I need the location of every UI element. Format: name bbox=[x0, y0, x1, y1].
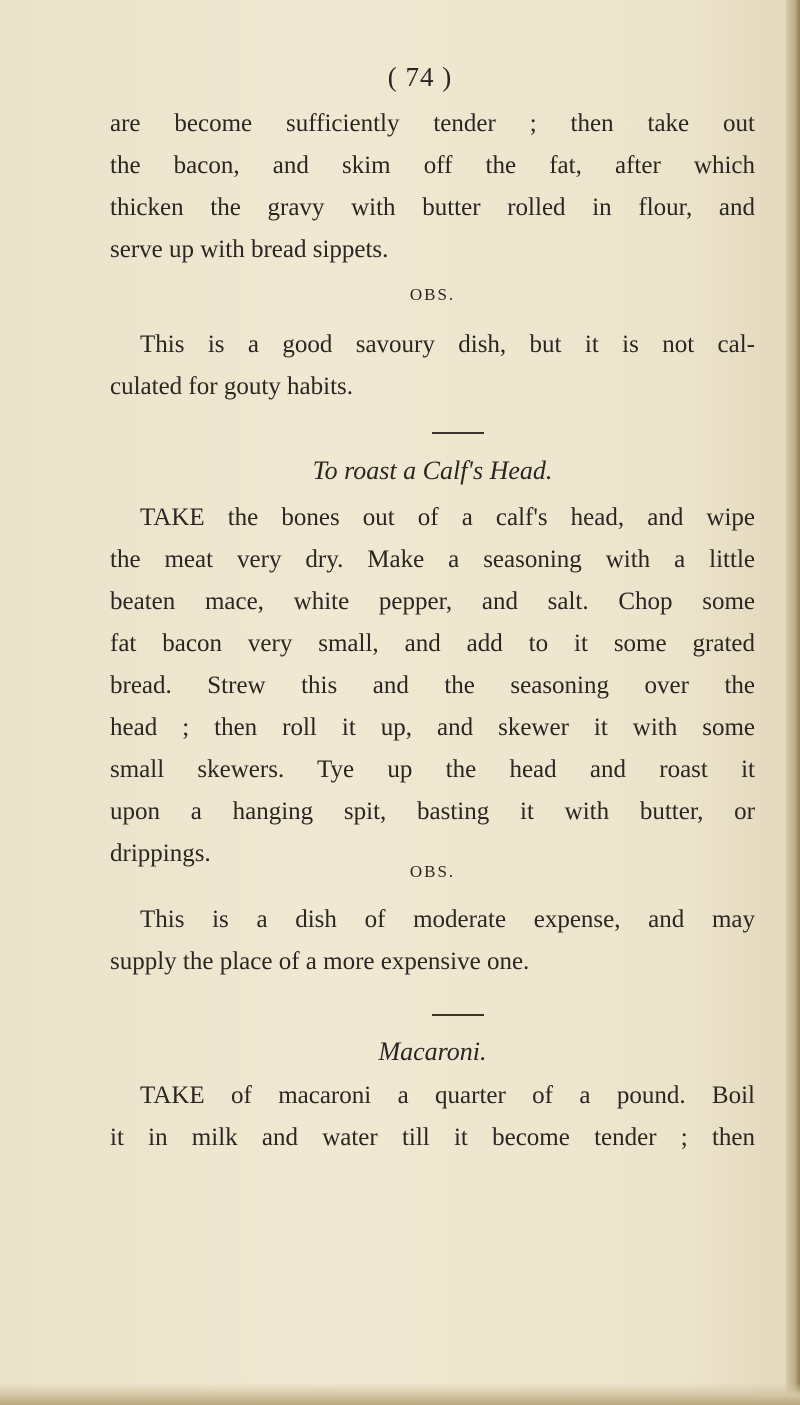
page-edge-shadow bbox=[786, 0, 800, 1405]
obs-paragraph bbox=[110, 899, 755, 983]
page-bottom-edge bbox=[0, 1383, 800, 1405]
text-line: serve up with bread sippets. bbox=[110, 236, 389, 263]
text-line: bread. Strew this and the seasoning over the bbox=[110, 672, 755, 699]
text-line: drippings. bbox=[110, 840, 211, 867]
recipe-heading: Macaroni. bbox=[378, 1037, 487, 1066]
text-line: upon a hanging spit, basting it with butter, or bbox=[110, 798, 755, 825]
text-line: head ; then roll it up, and skewer it with some bbox=[110, 714, 755, 741]
text-line: the bacon, and skim off the fat, after which bbox=[110, 152, 755, 179]
page-number: ( 74 ) bbox=[387, 62, 453, 92]
text-line: thicken the gravy with butter rolled in flour, and bbox=[110, 194, 755, 221]
text-line: culated for gouty habits. bbox=[110, 373, 353, 400]
recipe-heading: To roast a Calf's Head. bbox=[312, 456, 553, 485]
text-line: supply the place of a more expensive one. bbox=[110, 948, 530, 975]
text-line: are become sufficiently tender ; then take out bbox=[110, 110, 755, 137]
obs-label: OBS. bbox=[409, 862, 456, 881]
text-line: beaten mace, white pepper, and salt. Chop some bbox=[110, 588, 755, 615]
section-divider bbox=[432, 1014, 484, 1016]
text-line: it in milk and water till it become tender ; then bbox=[110, 1124, 755, 1151]
text-line: small skewers. Tye up the head and roast it bbox=[110, 756, 755, 783]
text-line: TAKE the bones out of a calf's head, and wipe bbox=[140, 504, 755, 531]
text-line: This is a good savoury dish, but it is not cal- bbox=[140, 331, 755, 358]
text-line: This is a dish of moderate expense, and may bbox=[140, 906, 755, 933]
text-line: fat bacon very small, and add to it some grated bbox=[110, 630, 755, 657]
paragraph-continuation bbox=[110, 103, 755, 271]
section-divider bbox=[432, 432, 484, 434]
obs-label: OBS. bbox=[409, 285, 456, 304]
recipe-paragraph bbox=[110, 1075, 755, 1159]
recipe-paragraph bbox=[110, 497, 755, 875]
obs-paragraph bbox=[110, 324, 755, 408]
text-line: the meat very dry. Make a seasoning with a little bbox=[110, 546, 755, 573]
text-line: TAKE of macaroni a quarter of a pound. Boil bbox=[140, 1082, 755, 1109]
